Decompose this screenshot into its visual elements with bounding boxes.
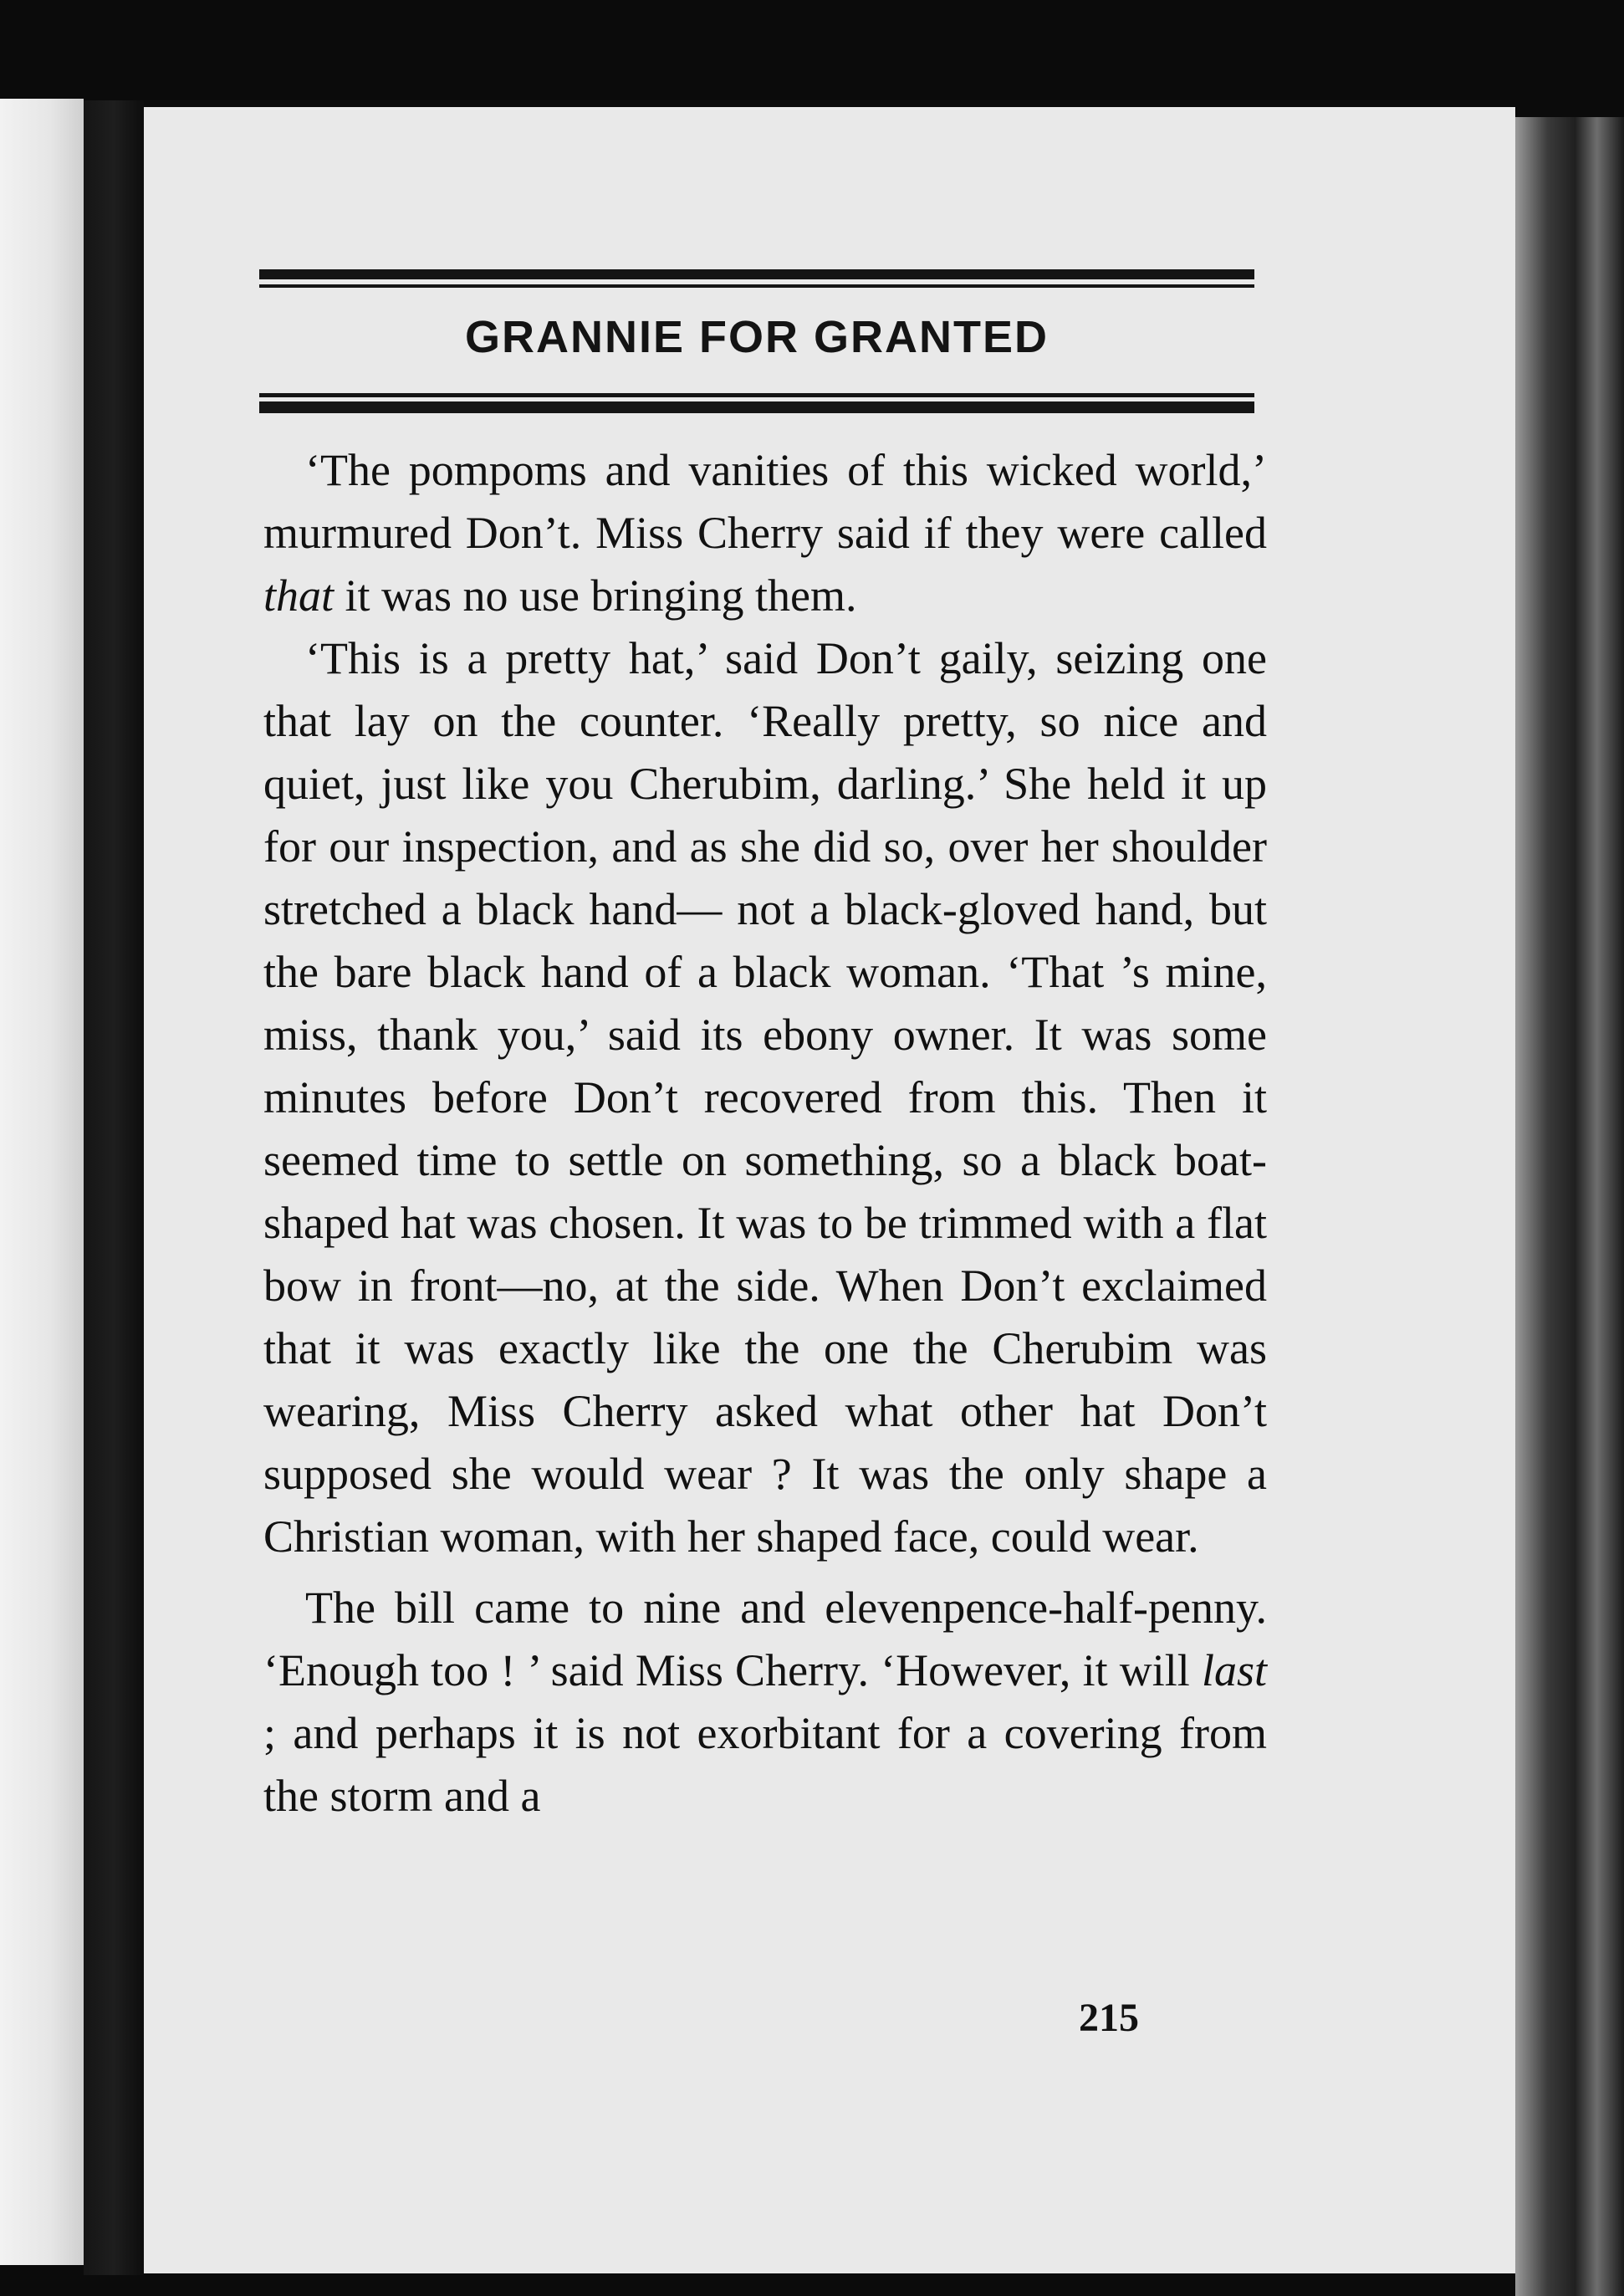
- page-number: 215: [1079, 1996, 1139, 2040]
- page-edge-shadow: [1515, 117, 1624, 2296]
- running-head: GRANNIE FOR GRANTED: [465, 312, 1049, 362]
- italic-word: that: [263, 570, 335, 621]
- header-rule-top-thick: [259, 269, 1254, 279]
- italic-word: last: [1201, 1645, 1267, 1695]
- paragraph-pretty-hat: [263, 627, 1267, 1568]
- paragraph-text: ‘The pompoms and vanities of this wicked world,’ murmured Don’t. Miss Cherry said if they were called: [263, 445, 1267, 558]
- book-gutter: [84, 100, 144, 2275]
- paragraph-text: ‘This is a pretty hat,’ said Don’t gaily, seizing one that lay on the counter. ‘Really pretty, so nice and quiet, just like you Cherubim, darling.’ She held it up for our inspection, and as she did so, over her shoulder stretched a black hand— not a black-gloved hand, but the bare black hand of a black woman. ‘That ’s mine, miss, thank you,’ said its ebony owner. It was some minutes before Don’t recovered from this. Then it seemed time to settle on something, so a black boat-shaped hat was chosen. It was to be trimmed with a flat bow in front—no, at the side. When Don’t exclaimed that it was exactly like the one the Cherubim was wearing, Miss Cherry asked what other hat Don’t supposed she would wear ? It was the only shape a Christian woman, with her shaped face, could wear.: [263, 633, 1267, 1562]
- paragraph-pompoms: [263, 439, 1267, 627]
- header-rule-bottom-thick: [259, 401, 1254, 413]
- paragraph-text: The bill came to nine and elevenpence-half-penny. ‘Enough too ! ’ said Miss Cherry. ‘However, it will: [263, 1583, 1267, 1695]
- paragraph-bill: [263, 1577, 1267, 1828]
- paragraph-text: it was no use bringing them.: [334, 570, 857, 621]
- header-rule-top-thin: [259, 284, 1254, 288]
- paragraph-text: ; and perhaps it is not exorbitant for a covering from the storm and a: [263, 1708, 1267, 1821]
- previous-page-edge: [0, 99, 84, 2265]
- body-text: [263, 439, 1267, 1828]
- header-rule-bottom-thin: [259, 393, 1254, 397]
